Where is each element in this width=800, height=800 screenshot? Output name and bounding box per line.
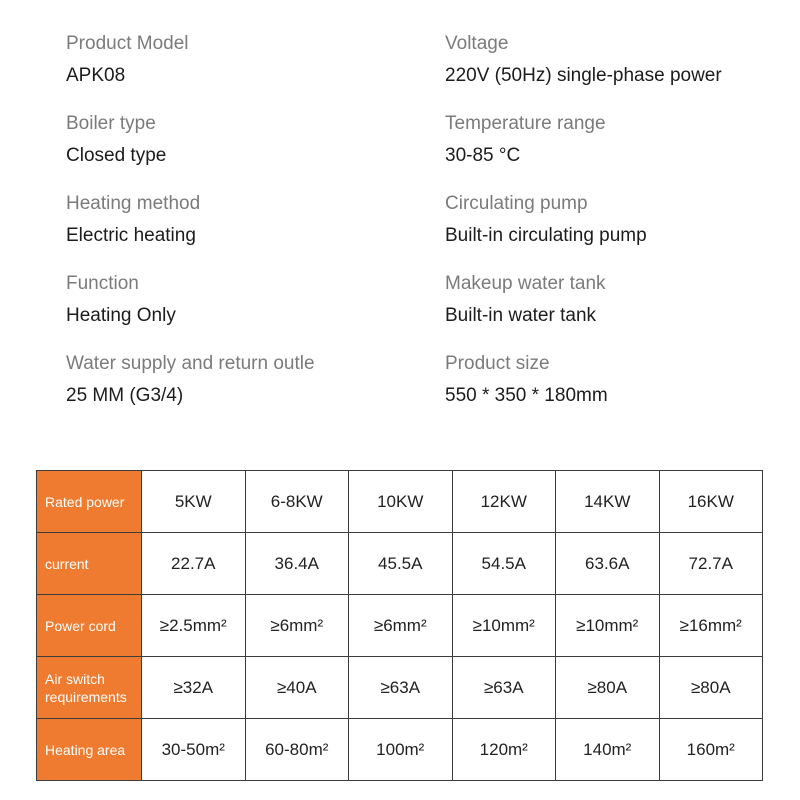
table-cell: ≥6mm² <box>245 595 349 657</box>
row-header: Air switch requirements <box>37 657 142 719</box>
table-row-power-cord <box>37 595 763 657</box>
spec-product-model <box>66 33 189 87</box>
spec-label: Circulating pump <box>445 193 588 214</box>
table-cell: ≥2.5mm² <box>142 595 246 657</box>
table-cell: 120m² <box>452 719 556 781</box>
spec-temperature-range <box>445 113 606 167</box>
spec-value: 30-85 °C <box>445 145 521 166</box>
table-cell: ≥32A <box>142 657 246 719</box>
spec-value: Built-in circulating pump <box>445 225 647 246</box>
table-cell: 12KW <box>452 471 556 533</box>
spec-boiler-type <box>66 113 166 167</box>
table-row-heating-area <box>37 719 763 781</box>
table-cell: ≥10mm² <box>556 595 660 657</box>
table-cell: 140m² <box>556 719 660 781</box>
spec-value: 25 MM (G3/4) <box>66 385 184 406</box>
table-row-rated-power <box>37 471 763 533</box>
spec-circulating-pump <box>445 193 647 247</box>
spec-label: Water supply and return outle <box>66 353 315 374</box>
table-row-current <box>37 533 763 595</box>
spec-label: Makeup water tank <box>445 273 606 294</box>
table-cell: 14KW <box>556 471 660 533</box>
table-cell: ≥80A <box>556 657 660 719</box>
spec-water-supply <box>66 353 315 407</box>
table-cell: 22.7A <box>142 533 246 595</box>
spec-value: APK08 <box>66 65 126 86</box>
table-cell: 54.5A <box>452 533 556 595</box>
row-header: Rated power <box>37 471 142 533</box>
spec-product-size <box>445 353 608 407</box>
spec-makeup-water-tank <box>445 273 606 327</box>
table-cell: 36.4A <box>245 533 349 595</box>
table-cell: 60-80m² <box>245 719 349 781</box>
spec-value: Closed type <box>66 145 167 166</box>
spec-value: 550 * 350 * 180mm <box>445 385 608 406</box>
spec-value: 220V (50Hz) single-phase power <box>445 65 722 86</box>
table-cell: ≥6mm² <box>349 595 453 657</box>
table-row-air-switch <box>37 657 763 719</box>
spec-function <box>66 273 176 327</box>
row-header: Power cord <box>37 595 142 657</box>
row-header: Heating area <box>37 719 142 781</box>
spec-value: Electric heating <box>66 225 196 246</box>
table-cell: 5KW <box>142 471 246 533</box>
table-cell: 30-50m² <box>142 719 246 781</box>
spec-label: Temperature range <box>445 113 606 134</box>
spec-value: Built-in water tank <box>445 305 597 326</box>
table-cell: ≥80A <box>659 657 763 719</box>
spec-label: Product Model <box>66 33 189 54</box>
table-cell: 6-8KW <box>245 471 349 533</box>
table-cell: 16KW <box>659 471 763 533</box>
spec-label: Product size <box>445 353 550 374</box>
table-cell: 45.5A <box>349 533 453 595</box>
table-cell: 72.7A <box>659 533 763 595</box>
row-header: current <box>37 533 142 595</box>
spec-label: Voltage <box>445 33 509 54</box>
table-cell: ≥63A <box>349 657 453 719</box>
spec-heating-method <box>66 193 200 247</box>
spec-label: Boiler type <box>66 113 156 134</box>
table-cell: ≥63A <box>452 657 556 719</box>
spec-value: Heating Only <box>66 305 176 326</box>
table-cell: ≥16mm² <box>659 595 763 657</box>
table-cell: 63.6A <box>556 533 660 595</box>
power-table <box>36 470 763 781</box>
table-cell: 160m² <box>659 719 763 781</box>
spec-label: Function <box>66 273 139 294</box>
table-cell: 10KW <box>349 471 453 533</box>
table-cell: 100m² <box>349 719 453 781</box>
spec-voltage <box>445 33 722 87</box>
table-cell: ≥10mm² <box>452 595 556 657</box>
spec-label: Heating method <box>66 193 201 214</box>
table-cell: ≥40A <box>245 657 349 719</box>
